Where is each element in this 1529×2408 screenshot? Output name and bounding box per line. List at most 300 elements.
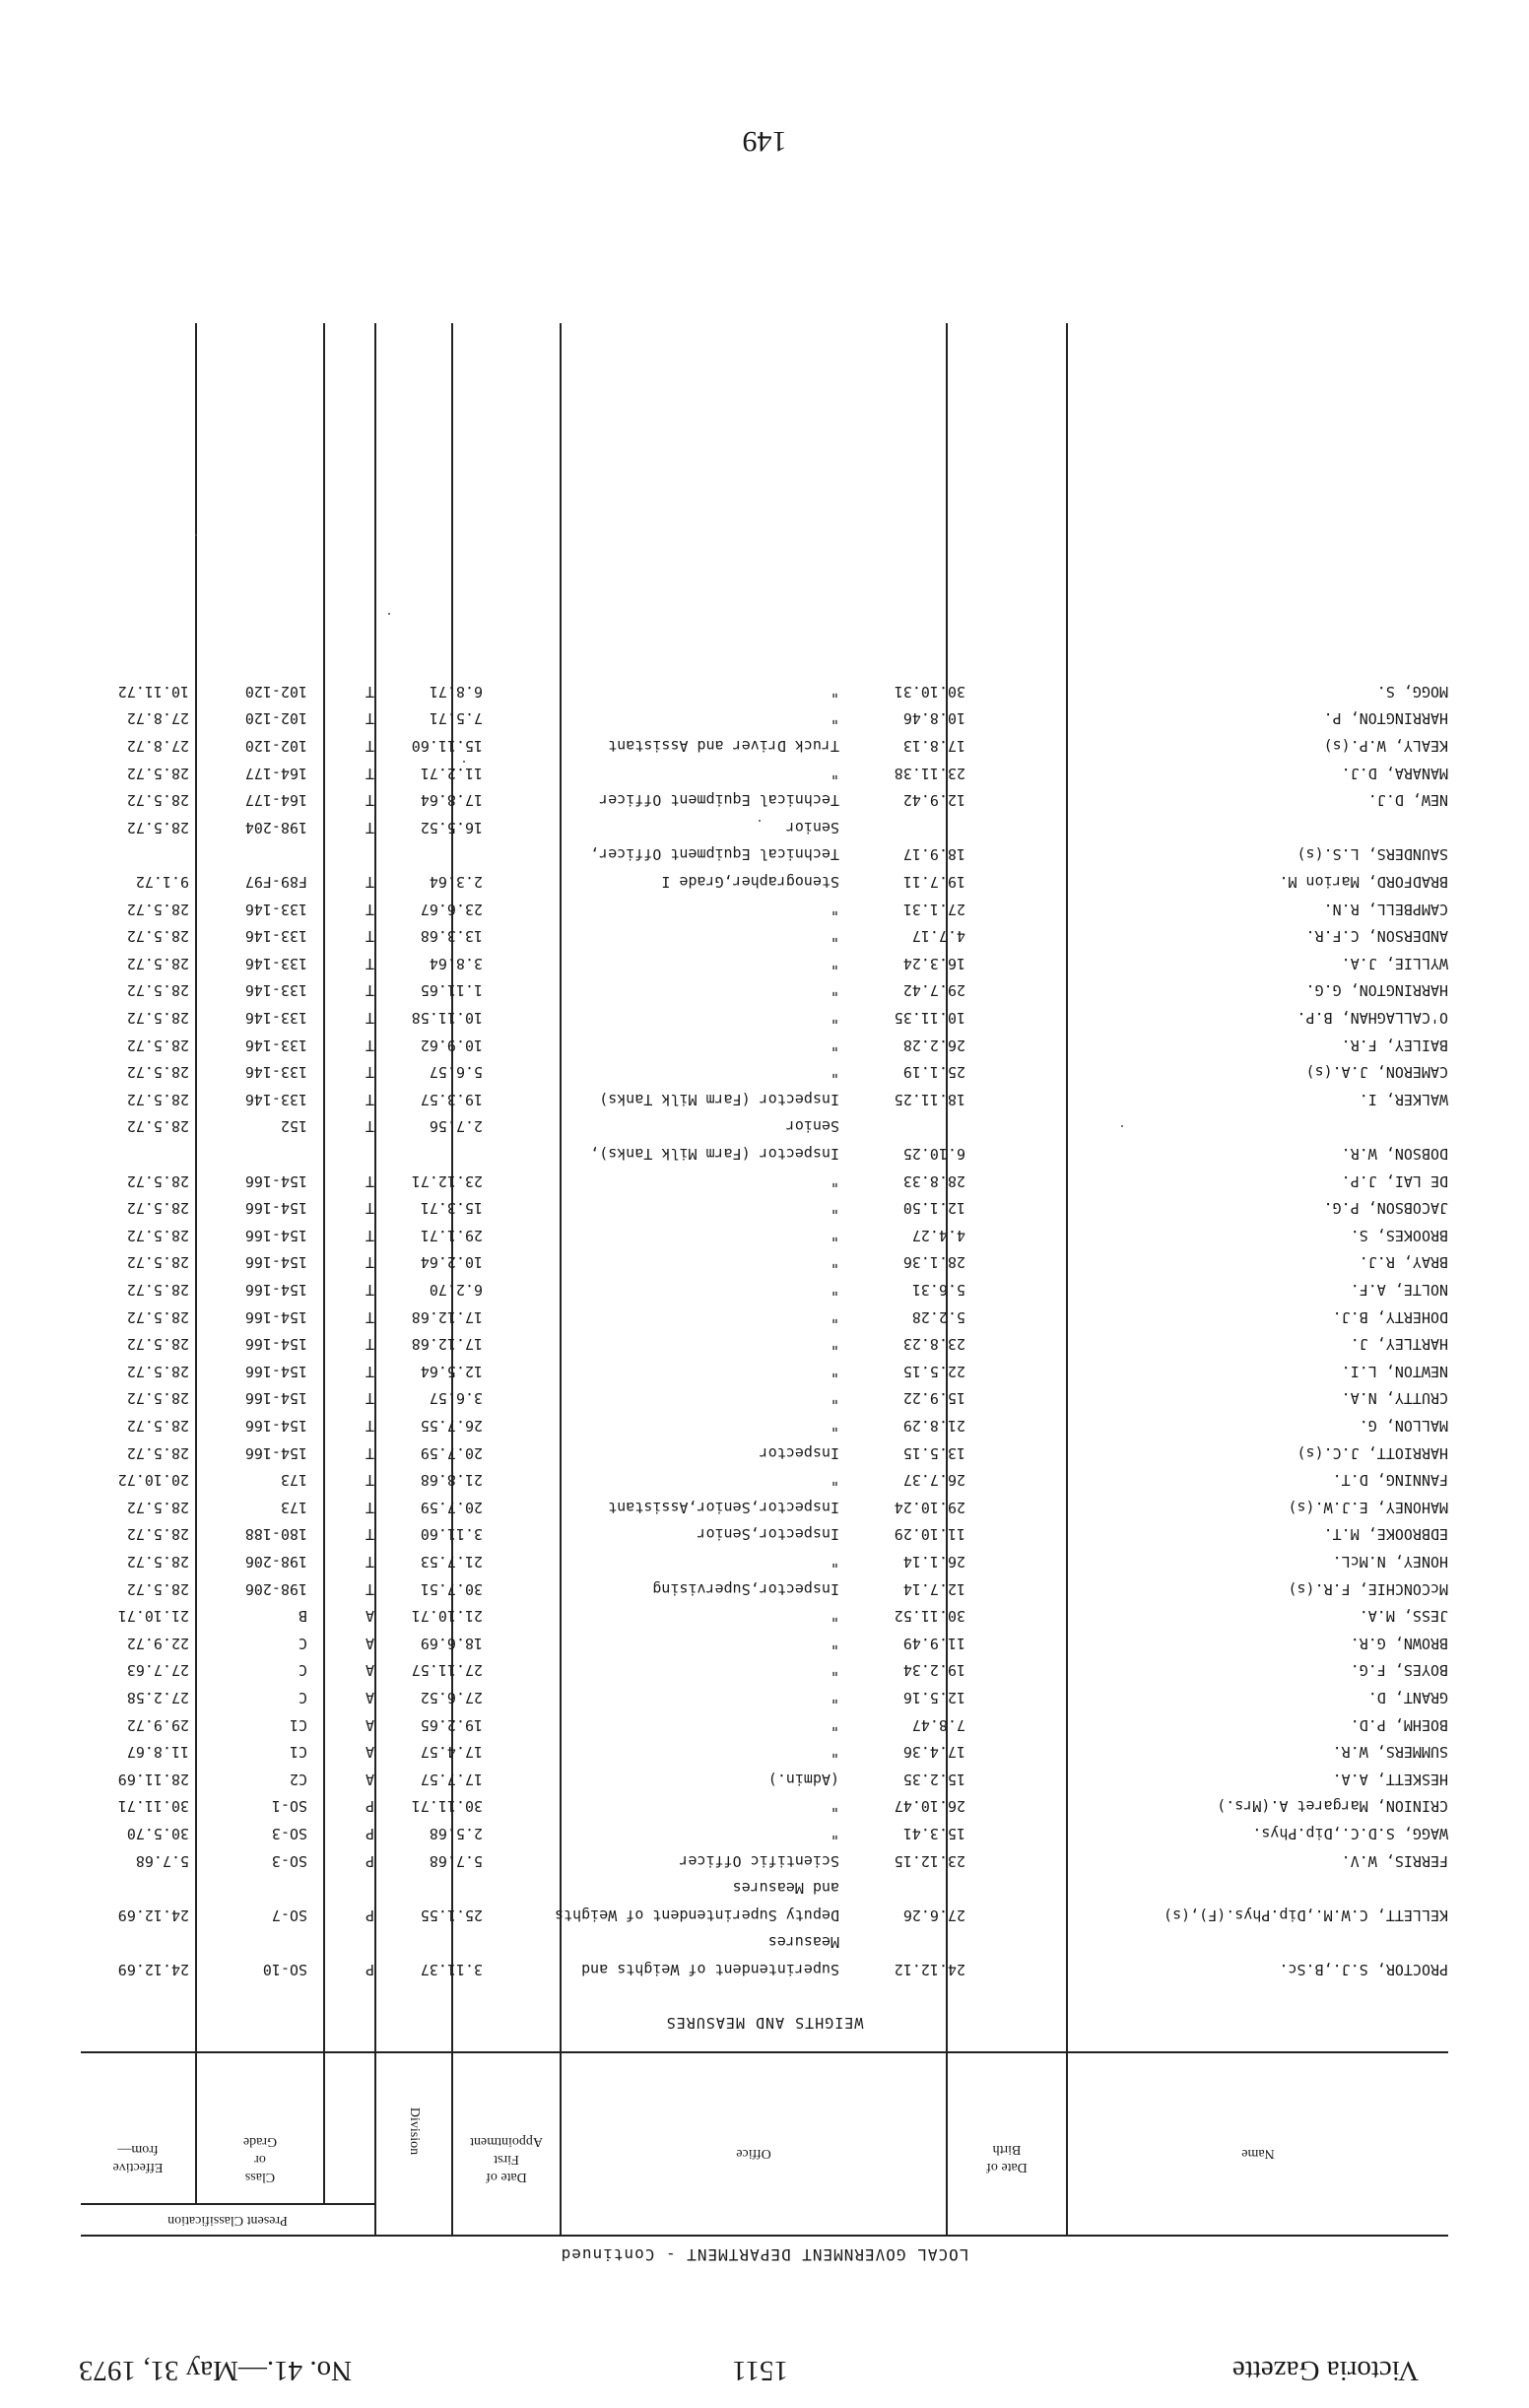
cell-effective: 28.5.72 bbox=[126, 1498, 189, 1516]
cell-effective: 27.8.72 bbox=[126, 709, 189, 728]
table-row bbox=[0, 1767, 1529, 1788]
cell-class: 164-177 bbox=[244, 764, 307, 782]
table-row bbox=[0, 1413, 1529, 1435]
cell-class: 133-146 bbox=[244, 981, 307, 1000]
cell-name: O'CALLAGHAN, B.P. bbox=[1296, 1009, 1448, 1027]
cell-name: BROWN, G.R. bbox=[1350, 1634, 1448, 1652]
cell-effective: 28.5.72 bbox=[126, 1063, 189, 1082]
cell-first-appointment: 27.11.57 bbox=[411, 1661, 483, 1680]
header-class-grade: Class or Grade bbox=[242, 2134, 278, 2184]
header-present-classification: Present Classification bbox=[167, 2213, 288, 2228]
cell-effective: 24.12.69 bbox=[117, 1906, 189, 1924]
cell-dob: 23.11.38 bbox=[894, 764, 965, 782]
cell-name: JESS, M.A. bbox=[1359, 1607, 1448, 1626]
header-bottom-rule bbox=[81, 2052, 1448, 2054]
cell-name: FANNING, D.T. bbox=[1332, 1471, 1448, 1490]
cell-class: F89-F97 bbox=[244, 873, 307, 891]
cell-class: 154-166 bbox=[244, 1253, 307, 1272]
cell-class: C1 bbox=[289, 1743, 307, 1762]
cell-name: ANDERSON, C.F.R. bbox=[1305, 927, 1448, 946]
table-row bbox=[0, 923, 1529, 945]
cell-dob: 27.1.31 bbox=[902, 900, 965, 918]
table-row bbox=[0, 815, 1529, 836]
table-row bbox=[0, 1957, 1529, 1978]
cell-first-appointment: 17.12.68 bbox=[411, 1335, 483, 1354]
cell-effective: 22.9.72 bbox=[126, 1634, 189, 1652]
cell-first-appointment: 11.2.71 bbox=[420, 764, 483, 782]
cell-dob: 26.10.47 bbox=[894, 1797, 965, 1816]
cell-division: T bbox=[365, 818, 374, 836]
cell-class: B bbox=[298, 1607, 307, 1626]
cell-effective: 28.5.72 bbox=[126, 900, 189, 918]
cell-dob: 26.7.37 bbox=[902, 1471, 965, 1490]
cell-effective: 28.5.72 bbox=[126, 1553, 189, 1571]
cell-office: " bbox=[830, 1036, 839, 1054]
cell-division: T bbox=[365, 1063, 374, 1082]
cell-division: T bbox=[365, 1199, 374, 1218]
cell-dob: 4.7.17 bbox=[911, 927, 965, 946]
cell-dob: 17.8.13 bbox=[902, 737, 965, 755]
cell-office: Stenographer,Grade I bbox=[661, 873, 839, 891]
cell-dob: 6.10.25 bbox=[902, 1145, 965, 1163]
cell-effective: 28.5.72 bbox=[126, 954, 189, 972]
cell-class: 133-146 bbox=[244, 1036, 307, 1054]
cell-name: HARRIOTT, J.C.(s) bbox=[1296, 1443, 1448, 1462]
cell-class: 154-166 bbox=[244, 1443, 307, 1462]
cell-class: 198-206 bbox=[244, 1579, 307, 1598]
cell-office: Superintendent of Weights and bbox=[581, 1961, 839, 1978]
cell-first-appointment: 3.11.37 bbox=[420, 1961, 483, 1978]
cell-name: EDBROOKE, M.T. bbox=[1323, 1525, 1448, 1544]
table-row bbox=[0, 705, 1529, 727]
cell-office: " bbox=[830, 1307, 839, 1326]
cell-first-appointment: 7.5.71 bbox=[429, 709, 483, 728]
cell-class: 154-166 bbox=[244, 1226, 307, 1244]
cell-first-appointment: 30.7.51 bbox=[420, 1579, 483, 1598]
cell-first-appointment: 23.12.71 bbox=[411, 1171, 483, 1190]
cell-class: 173 bbox=[280, 1471, 307, 1490]
cell-first-appointment: 17.4.57 bbox=[420, 1743, 483, 1762]
table-row bbox=[0, 761, 1529, 782]
cell-name: BAILEY, F.R. bbox=[1341, 1036, 1448, 1054]
cell-dob: 25.1.19 bbox=[902, 1063, 965, 1082]
table-row bbox=[0, 841, 1529, 863]
table-row bbox=[0, 951, 1529, 972]
cell-class: 154-166 bbox=[244, 1335, 307, 1354]
cell-name: FERRIS, W.V. bbox=[1341, 1851, 1448, 1870]
cell-first-appointment: 27.6.52 bbox=[420, 1689, 483, 1706]
cell-dob: 15.9.22 bbox=[902, 1389, 965, 1408]
table-row bbox=[0, 1603, 1529, 1625]
cell-division: T bbox=[365, 1226, 374, 1244]
header-effective-from: Effective from— bbox=[112, 2142, 164, 2174]
table-row bbox=[0, 1631, 1529, 1652]
table-row bbox=[0, 679, 1529, 701]
scan-speck bbox=[195, 534, 197, 536]
cell-class: C bbox=[298, 1689, 307, 1706]
cell-division: A bbox=[365, 1661, 374, 1680]
cell-first-appointment: 10.9.62 bbox=[420, 1036, 483, 1054]
cell-division: T bbox=[365, 737, 374, 755]
cell-class: 173 bbox=[280, 1498, 307, 1516]
table-row bbox=[0, 1739, 1529, 1761]
cell-first-appointment: 15.11.60 bbox=[411, 737, 483, 755]
cell-first-appointment: 6.8.71 bbox=[429, 682, 483, 701]
cell-office: " bbox=[830, 682, 839, 701]
table-row bbox=[0, 1059, 1529, 1081]
cell-division: T bbox=[365, 1036, 374, 1054]
cell-office: Truck Driver and Assistant bbox=[608, 737, 839, 755]
cell-office: Technical Equipment Officer, bbox=[590, 845, 839, 864]
cell-effective: 20.10.72 bbox=[117, 1471, 189, 1490]
cell-effective: 28.5.72 bbox=[126, 1253, 189, 1272]
cell-name: HARRINGTON, G.G. bbox=[1305, 981, 1448, 1000]
table-row bbox=[0, 733, 1529, 755]
cell-class: 154-166 bbox=[244, 1307, 307, 1326]
table-row bbox=[0, 1903, 1529, 1924]
cell-effective: 27.7.63 bbox=[126, 1661, 189, 1680]
cell-first-appointment: 25.1.55 bbox=[420, 1906, 483, 1924]
cell-first-appointment: 19.2.65 bbox=[420, 1715, 483, 1734]
cell-name: NEW, D.J. bbox=[1367, 791, 1448, 810]
cell-office: Inspector (Farm Milk Tanks) bbox=[599, 1090, 839, 1108]
cell-name: MALLON, G. bbox=[1359, 1417, 1448, 1435]
cell-dob: 19.2.34 bbox=[902, 1661, 965, 1680]
cell-first-appointment: 10.11.58 bbox=[411, 1009, 483, 1027]
table-row bbox=[0, 1793, 1529, 1815]
cell-division: T bbox=[365, 954, 374, 972]
cell-class: C2 bbox=[289, 1770, 307, 1788]
cell-class: SO-10 bbox=[262, 1961, 307, 1978]
cell-office: " bbox=[830, 1471, 839, 1490]
cell-effective: 24.12.69 bbox=[117, 1961, 189, 1978]
cell-office: " bbox=[830, 1743, 839, 1762]
cell-class: 102-120 bbox=[244, 682, 307, 701]
cell-name: BOYES, F.G. bbox=[1350, 1661, 1448, 1680]
cell-division: T bbox=[365, 682, 374, 701]
cell-effective: 28.5.72 bbox=[126, 927, 189, 946]
cell-first-appointment: 16.5.52 bbox=[420, 818, 483, 836]
cell-division: T bbox=[365, 1443, 374, 1462]
table-row bbox=[0, 1033, 1529, 1054]
cell-office: " bbox=[830, 1389, 839, 1408]
cell-office: (Admin.) bbox=[767, 1770, 839, 1788]
cell-effective: 28.5.72 bbox=[126, 1226, 189, 1244]
cell-dob: 22.5.15 bbox=[902, 1362, 965, 1380]
cell-class: 180-188 bbox=[244, 1525, 307, 1544]
cell-effective: 28.5.72 bbox=[126, 1009, 189, 1027]
table-row bbox=[0, 1549, 1529, 1571]
cell-class: 102-120 bbox=[244, 737, 307, 755]
cell-office: " bbox=[830, 1661, 839, 1680]
cell-dob: 15.3.41 bbox=[902, 1825, 965, 1842]
cell-first-appointment: 5.7.68 bbox=[429, 1851, 483, 1870]
cell-effective: 28.5.72 bbox=[126, 1117, 189, 1136]
cell-office: Inspector,Senior,Assistant bbox=[608, 1498, 839, 1516]
table-row bbox=[0, 1467, 1529, 1489]
cell-dob: 18.9.17 bbox=[902, 845, 965, 864]
cell-dob: 5.2.28 bbox=[911, 1307, 965, 1326]
table-row bbox=[0, 1929, 1529, 1951]
cell-division: P bbox=[365, 1797, 374, 1816]
cell-name: BROOKES, S. bbox=[1350, 1226, 1448, 1244]
cell-first-appointment: 17.7.57 bbox=[420, 1770, 483, 1788]
cell-dob: 10.8.46 bbox=[902, 709, 965, 728]
cell-first-appointment: 2.5.68 bbox=[429, 1825, 483, 1842]
cell-office: " bbox=[830, 764, 839, 782]
cell-effective: 10.11.72 bbox=[117, 682, 189, 701]
cell-first-appointment: 10.2.64 bbox=[420, 1253, 483, 1272]
cell-class: 198-206 bbox=[244, 1553, 307, 1571]
cell-division: T bbox=[365, 1362, 374, 1380]
cell-first-appointment: 30.11.71 bbox=[411, 1797, 483, 1816]
cell-class: 133-146 bbox=[244, 954, 307, 972]
cell-division: T bbox=[365, 927, 374, 946]
cell-dob: 24.12.12 bbox=[894, 1961, 965, 1978]
cell-effective: 28.11.69 bbox=[117, 1770, 189, 1788]
cell-office: " bbox=[830, 709, 839, 728]
cell-first-appointment: 12.5.64 bbox=[420, 1362, 483, 1380]
cell-dob: 26.1.14 bbox=[902, 1553, 965, 1571]
cell-office: " bbox=[830, 1689, 839, 1706]
cell-first-appointment: 2.7.56 bbox=[429, 1117, 483, 1136]
cell-first-appointment: 3.11.60 bbox=[420, 1525, 483, 1544]
cell-first-appointment: 21.10.71 bbox=[411, 1607, 483, 1626]
cell-class: 154-166 bbox=[244, 1362, 307, 1380]
table-row bbox=[0, 1576, 1529, 1598]
cell-office: Inspector bbox=[759, 1443, 839, 1462]
cell-name: HESKETT, A.A. bbox=[1332, 1770, 1448, 1788]
cell-class: C bbox=[298, 1634, 307, 1652]
cell-class: 133-146 bbox=[244, 900, 307, 918]
cell-division: T bbox=[365, 873, 374, 891]
cell-class: 198-204 bbox=[244, 818, 307, 836]
cell-name: HARRINGTON, P. bbox=[1323, 709, 1448, 728]
cell-division: T bbox=[365, 981, 374, 1000]
cell-class: 133-146 bbox=[244, 1063, 307, 1082]
department-title: LOCAL GOVERNMENT DEPARTMENT - Continued bbox=[560, 2245, 969, 2264]
cell-dob: 27.6.26 bbox=[902, 1906, 965, 1924]
cell-division: T bbox=[365, 1417, 374, 1435]
cell-dob: 7.8.47 bbox=[911, 1715, 965, 1734]
classification-rule bbox=[81, 2204, 376, 2206]
cell-office: " bbox=[830, 1825, 839, 1842]
cell-first-appointment: 13.3.68 bbox=[420, 927, 483, 946]
cell-class: 154-166 bbox=[244, 1199, 307, 1218]
cell-dob: 29.7.42 bbox=[902, 981, 965, 1000]
cell-effective: 28.5.72 bbox=[126, 1036, 189, 1054]
cell-class: 152 bbox=[280, 1117, 307, 1136]
cell-division: T bbox=[365, 1498, 374, 1516]
cell-dob: 23.12.15 bbox=[894, 1851, 965, 1870]
cell-name: SAUNDERS, L.S.(s) bbox=[1296, 845, 1448, 864]
cell-division: T bbox=[365, 1117, 374, 1136]
cell-dob: 12.7.14 bbox=[902, 1579, 965, 1598]
cell-dob: 15.2.35 bbox=[902, 1770, 965, 1788]
cell-first-appointment: 18.6.69 bbox=[420, 1634, 483, 1652]
cell-division: T bbox=[365, 1389, 374, 1408]
cell-dob: 12.5.16 bbox=[902, 1689, 965, 1706]
cell-name: WALKER, I. bbox=[1359, 1090, 1448, 1108]
cell-office: Inspector (Farm Milk Tanks), bbox=[590, 1145, 839, 1163]
cell-division: T bbox=[365, 709, 374, 728]
folio-number: 149 bbox=[742, 125, 787, 158]
cell-first-appointment: 26.7.55 bbox=[420, 1417, 483, 1435]
section-title: WEIGHTS AND MEASURES bbox=[665, 2014, 864, 2032]
cell-dob: 11.10.29 bbox=[894, 1525, 965, 1544]
cell-first-appointment: 20.7.59 bbox=[420, 1498, 483, 1516]
cell-name: KEALY, W.P.(s) bbox=[1323, 737, 1448, 755]
cell-effective: 5.7.68 bbox=[135, 1851, 189, 1870]
cell-effective: 11.8.67 bbox=[126, 1743, 189, 1762]
cell-dob: 18.11.25 bbox=[894, 1090, 965, 1108]
cell-effective: 28.5.72 bbox=[126, 1579, 189, 1598]
scan-speck bbox=[759, 820, 761, 822]
table-row bbox=[0, 1440, 1529, 1462]
cell-dob: 30.11.52 bbox=[894, 1607, 965, 1626]
cell-effective: 28.5.72 bbox=[126, 1090, 189, 1108]
cell-office: " bbox=[830, 1281, 839, 1299]
cell-effective: 28.5.72 bbox=[126, 791, 189, 810]
cell-class: C1 bbox=[289, 1715, 307, 1734]
cell-class: SO-3 bbox=[271, 1851, 307, 1870]
cell-name: CAMERON, J.A.(s) bbox=[1305, 1063, 1448, 1082]
table-row bbox=[0, 1249, 1529, 1271]
cell-division: T bbox=[365, 1553, 374, 1571]
cell-name: MAHONEY, E.J.W.(s) bbox=[1288, 1498, 1448, 1516]
table-row bbox=[0, 897, 1529, 918]
table-row bbox=[0, 1657, 1529, 1679]
scan-speck bbox=[463, 761, 465, 763]
gazette-header bbox=[79, 2347, 1419, 2386]
table-row bbox=[0, 1169, 1529, 1190]
cell-office: " bbox=[830, 1553, 839, 1571]
cell-class: C bbox=[298, 1661, 307, 1680]
header-first-appointment: Date of First Appointment bbox=[470, 2134, 543, 2184]
cell-office: " bbox=[830, 1009, 839, 1027]
cell-effective: 27.8.72 bbox=[126, 737, 189, 755]
cell-name: JACOBSON, P.G. bbox=[1323, 1199, 1448, 1218]
cell-effective: 28.5.72 bbox=[126, 764, 189, 782]
cell-office: Measures bbox=[767, 1933, 839, 1952]
cell-division: P bbox=[365, 1961, 374, 1978]
scan-speck bbox=[388, 613, 390, 615]
cell-effective: 28.5.72 bbox=[126, 1171, 189, 1190]
table-row bbox=[0, 1821, 1529, 1842]
cell-effective: 28.5.72 bbox=[126, 1525, 189, 1544]
cell-name: CAMPBELL, R.N. bbox=[1323, 900, 1448, 918]
cell-division: T bbox=[365, 1090, 374, 1108]
cell-class: 164-177 bbox=[244, 791, 307, 810]
cell-dob: 12.1.50 bbox=[902, 1199, 965, 1218]
cell-class: 133-146 bbox=[244, 927, 307, 946]
cell-class: 154-166 bbox=[244, 1389, 307, 1408]
cell-first-appointment: 29.1.71 bbox=[420, 1226, 483, 1244]
cell-dob: 11.9.49 bbox=[902, 1634, 965, 1652]
cell-office: " bbox=[830, 1417, 839, 1435]
cell-dob: 26.2.28 bbox=[902, 1036, 965, 1054]
cell-effective: 28.5.72 bbox=[126, 1443, 189, 1462]
cell-dob: 5.6.31 bbox=[911, 1281, 965, 1299]
cell-effective: 30.5.70 bbox=[126, 1825, 189, 1842]
cell-division: T bbox=[365, 1471, 374, 1490]
cell-division: P bbox=[365, 1851, 374, 1870]
cell-dob: 30.10.31 bbox=[894, 682, 965, 701]
cell-office: Senior bbox=[785, 818, 839, 836]
cell-division: A bbox=[365, 1770, 374, 1788]
cell-dob: 21.8.29 bbox=[902, 1417, 965, 1435]
cell-office: Scientific Officer bbox=[679, 1851, 839, 1870]
cell-class: SO-3 bbox=[271, 1825, 307, 1842]
cell-effective: 27.2.58 bbox=[126, 1689, 189, 1706]
cell-division: A bbox=[365, 1607, 374, 1626]
cell-office: " bbox=[830, 1063, 839, 1082]
table-row bbox=[0, 1848, 1529, 1870]
cell-division: P bbox=[365, 1906, 374, 1924]
cell-first-appointment: 21.8.68 bbox=[420, 1471, 483, 1490]
cell-name: GRANT, D. bbox=[1367, 1689, 1448, 1706]
cell-office: Senior bbox=[785, 1117, 839, 1136]
cell-effective: 28.5.72 bbox=[126, 1362, 189, 1380]
cell-dob: 28.8.33 bbox=[902, 1171, 965, 1190]
cell-class: SO-1 bbox=[271, 1797, 307, 1816]
cell-first-appointment: 3.8.64 bbox=[429, 954, 483, 972]
cell-office: Deputy Superintendent of Weights bbox=[555, 1906, 839, 1924]
table-row bbox=[0, 1277, 1529, 1299]
cell-class: 133-146 bbox=[244, 1009, 307, 1027]
cell-effective: 28.5.72 bbox=[126, 981, 189, 1000]
cell-office: Technical Equipment Officer bbox=[599, 791, 839, 810]
cell-name: HONEY, N.McL. bbox=[1332, 1553, 1448, 1571]
cell-effective: 9.1.72 bbox=[135, 873, 189, 891]
cell-name: CRINION, Margaret A.(Mrs.) bbox=[1217, 1797, 1448, 1816]
header-office: Office bbox=[736, 2146, 771, 2161]
cell-effective: 30.11.71 bbox=[117, 1797, 189, 1816]
cell-dob: 19.7.11 bbox=[902, 873, 965, 891]
cell-first-appointment: 5.6.57 bbox=[429, 1063, 483, 1082]
cell-name: MANARA, D.J. bbox=[1341, 764, 1448, 782]
table-row bbox=[0, 1875, 1529, 1897]
cell-office: " bbox=[830, 1715, 839, 1734]
cell-class: 102-120 bbox=[244, 709, 307, 728]
cell-first-appointment: 17.8.64 bbox=[420, 791, 483, 810]
cell-division: T bbox=[365, 764, 374, 782]
cell-name: BOEHM, P.D. bbox=[1350, 1715, 1448, 1734]
cell-office: " bbox=[830, 1226, 839, 1244]
cell-name: WYLLIE, J.A. bbox=[1341, 954, 1448, 972]
table-top-rule bbox=[81, 2236, 1448, 2238]
cell-name: DOHERTY, B.J. bbox=[1332, 1307, 1448, 1326]
table-row bbox=[0, 1385, 1529, 1407]
cell-name: DOBSON, W.R. bbox=[1341, 1145, 1448, 1163]
cell-office: " bbox=[830, 981, 839, 1000]
table-row bbox=[0, 1304, 1529, 1326]
cell-effective: 28.5.72 bbox=[126, 1281, 189, 1299]
cell-name: HARTLEY, J. bbox=[1350, 1335, 1448, 1354]
cell-division: T bbox=[365, 1171, 374, 1190]
table-row bbox=[0, 1223, 1529, 1244]
cell-effective: 28.5.72 bbox=[126, 1389, 189, 1408]
cell-office: " bbox=[830, 1634, 839, 1652]
table-row bbox=[0, 1331, 1529, 1353]
cell-name: KELLETT, C.W.M.,Dip.Phys.(F),(s) bbox=[1163, 1906, 1448, 1924]
cell-office: " bbox=[830, 1797, 839, 1816]
cell-office: " bbox=[830, 1199, 839, 1218]
cell-dob: 13.5.15 bbox=[902, 1443, 965, 1462]
cell-division: T bbox=[365, 791, 374, 810]
cell-first-appointment: 3.6.57 bbox=[429, 1389, 483, 1408]
cell-first-appointment: 1.11.65 bbox=[420, 981, 483, 1000]
